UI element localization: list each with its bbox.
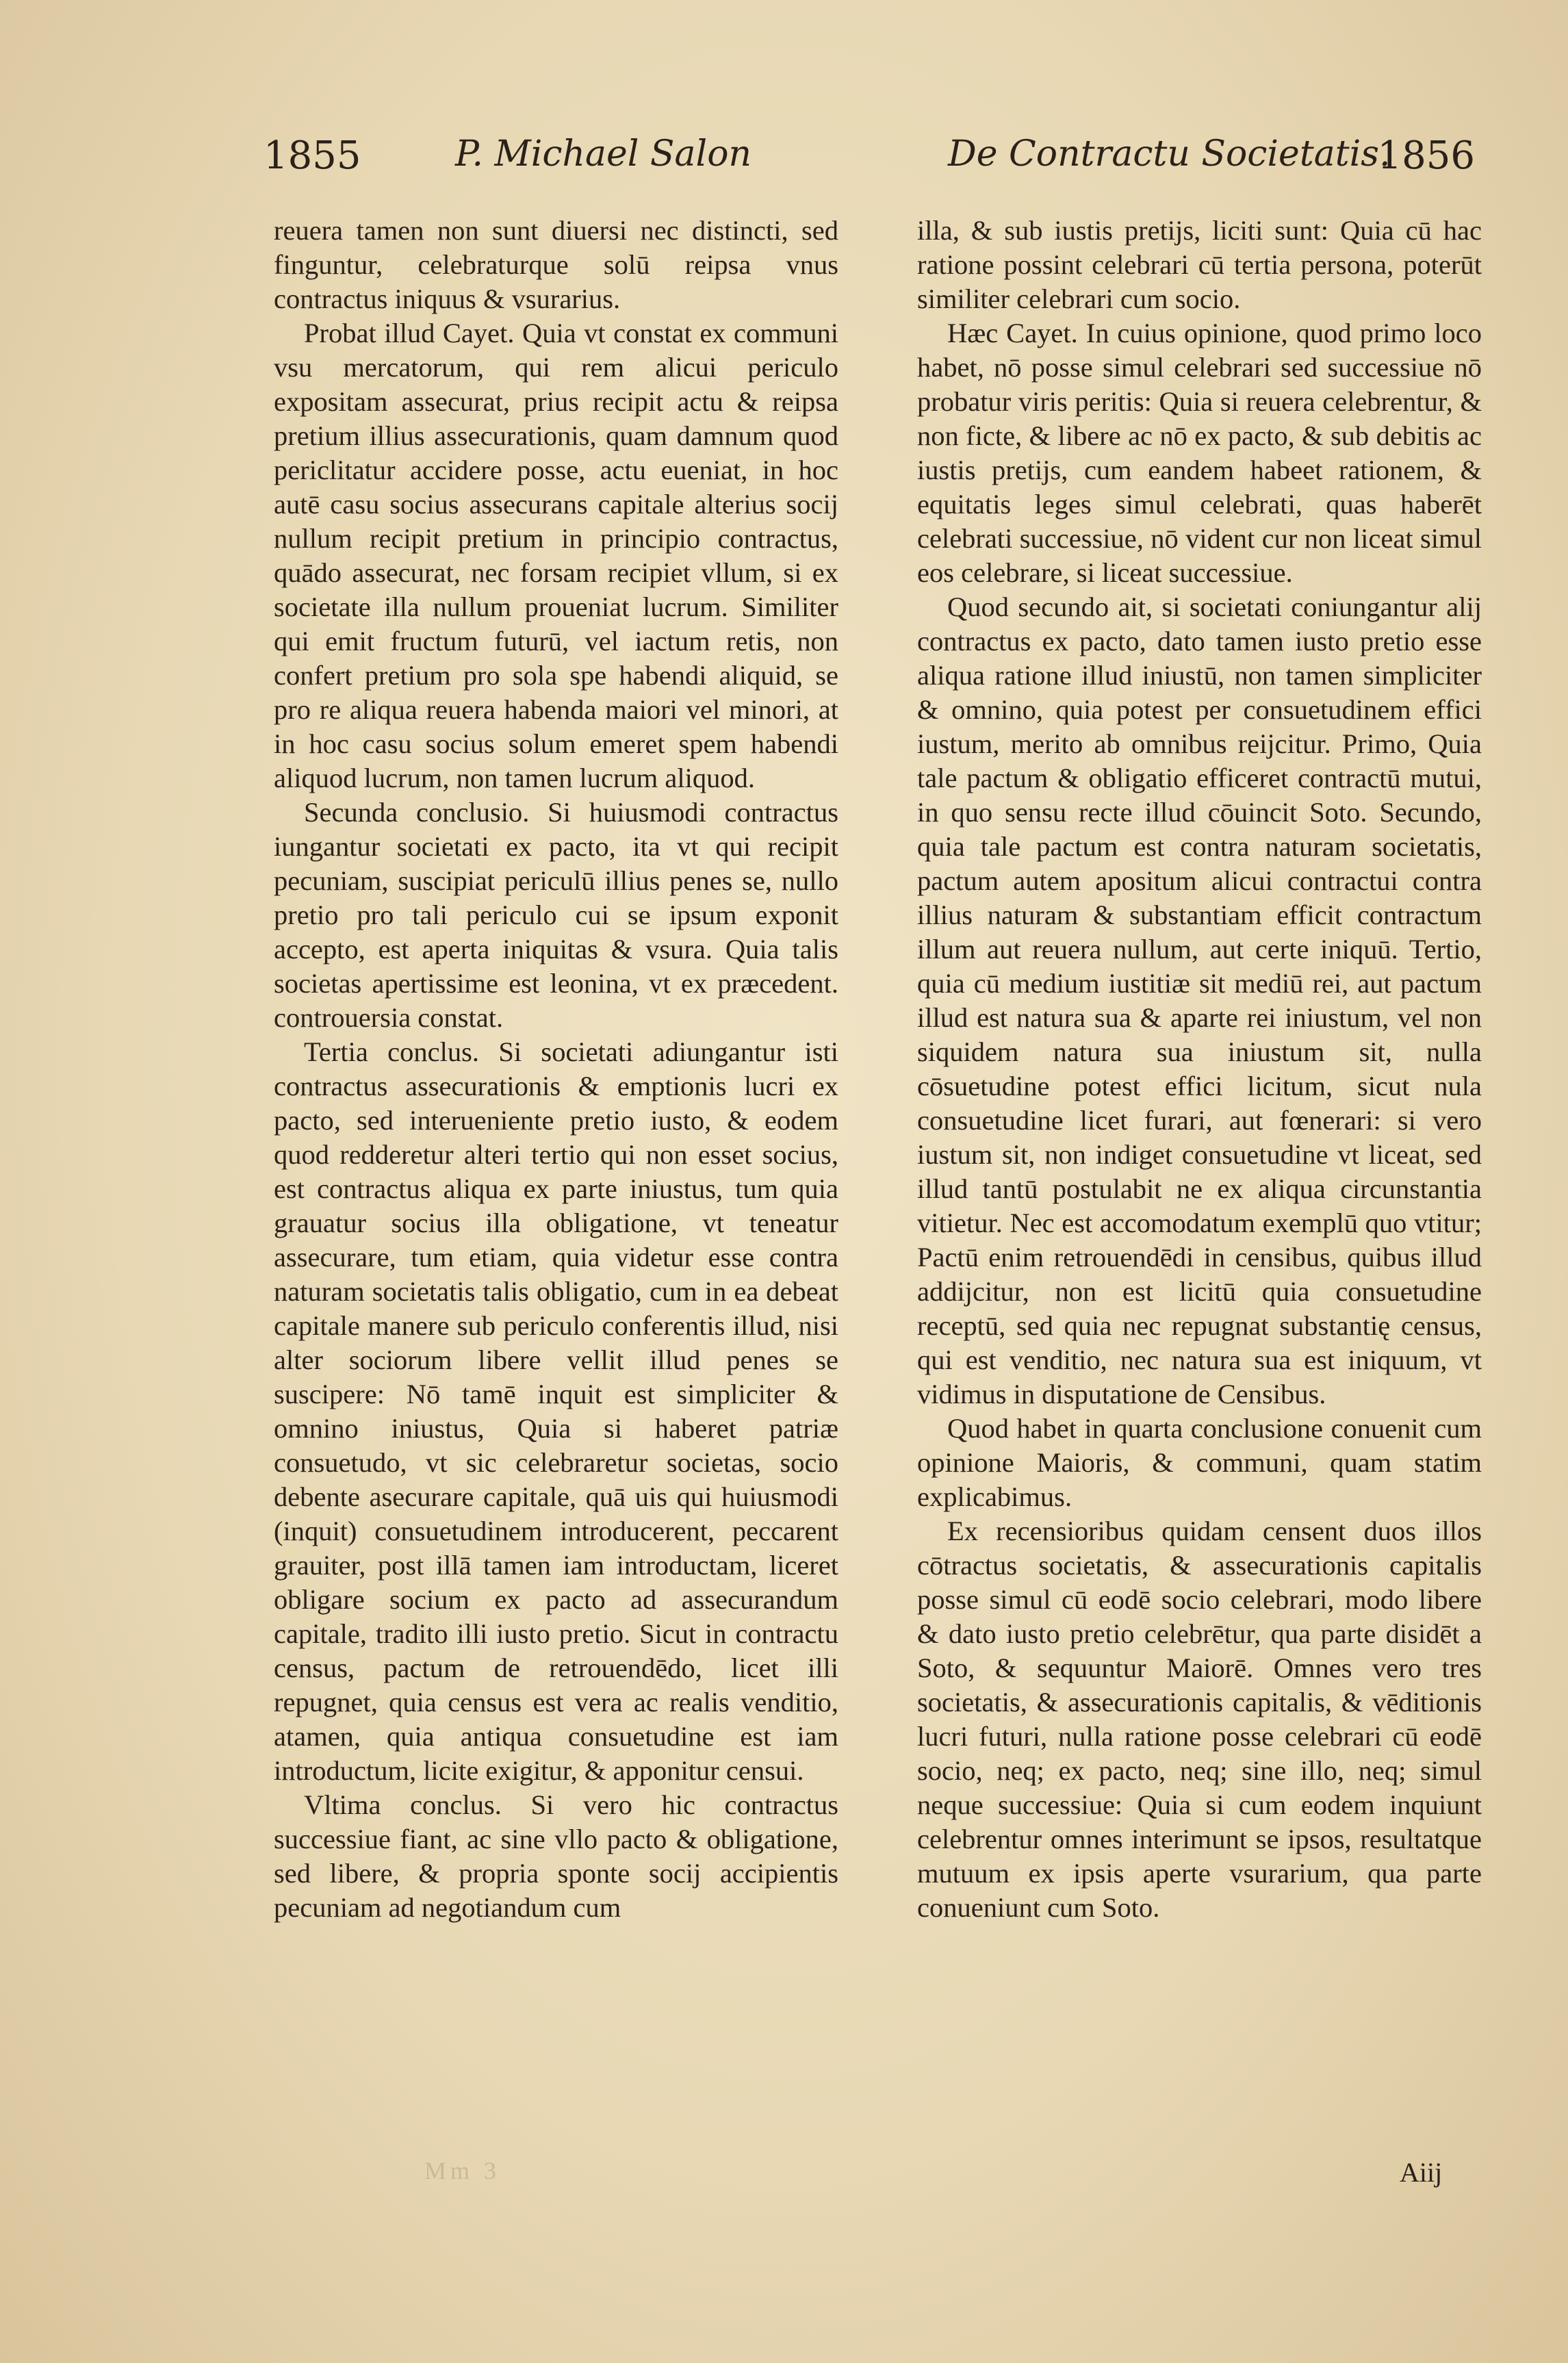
paragraph: Ex recensioribus quidam censent duos illos cōtractus societatis, & assecurationis capitalis posse simul cū eodē socio celebrari, modo libere & dato iusto pretio celebrētur, qua parte disidēt a Soto, & sequuntur Maiorē. Omnes vero tres societatis, & assecurationis capitalis, & vēditionis lucri futuri, nulla ratione posse celebrari cū eodē socio, neq; ex pacto, neq; sine illo, neq; simul neque successiue: Quia si cum eodem inquiunt celebrentur omnes interimunt se ipsos, resultatque mutuum ex ipsis aperte vsurarium, qua parte conueniunt cum Soto. xyxy=(917,1516,1482,1923)
left-column xyxy=(274,214,838,1925)
page-number-left: 1855 xyxy=(264,133,361,178)
paragraph: Probat illud Cayet. Quia vt constat ex communi vsu mercatorum, qui rem alicui periculo expositam assecurat, prius recipit actu & reipsa pretium illius assecurationis, quam damnum quod periclitatur accidere posse, actu eueniat, in hoc autē casu socius assecurans capitale alterius socij nullum recipit pretium in principio contractus, quādo assecurat, nec forsam recipiet vllum, si ex societate illa nullum proueniat lucrum. Similiter qui emit fructum futurū, vel iactum retis, non confert pretium pro sola spe habendi aliquid, se pro re aliqua reuera habenda maiori vel minori, at in hoc casu socius solum emeret spem habendi aliquod lucrum, non tamen lucrum aliquod. xyxy=(274,318,838,793)
paragraph: Secunda conclusio. Si huiusmodi contractus iungantur societati ex pacto, ita vt qui recipit pecuniam, suscipiat periculū illius penes se, nullo pretio pro tali periculo cui se ipsum exponit accepto, est aperta iniquitas & vsura. Quia talis societas apertissime est leonina, vt ex præcedent. controuersia constat. xyxy=(274,797,838,1033)
running-header xyxy=(264,133,1475,195)
catchword: Aiij xyxy=(1400,2157,1443,2188)
paragraph: Quod secundo ait, si societati coniungantur alij contractus ex pacto, dato tamen iusto pretio esse aliqua ratione illud iniustū, non tamen simpliciter & omnino, quia potest per consuetudinem effici iustum, merito ab omnibus reijcitur. Primo, Quia tale pactum & obligatio efficeret contractū mutui, in quo sensu recte illud cōuincit Soto. Secundo, quia tale pactum est contra naturam societatis, pactum autem apositum alicui contractui contra illius naturam & substantiam efficit contractum illum aut reuera nullum, aut certe iniquū. Tertio, quia cū medium iustitiæ sit mediū rei, aut pactum illud est natura sua & aparte rei iniustum, vel non siquidem natura sua iniustum sit, nulla cōsuetudine potest effici licitum, sicut nula consuetudine licet furari, aut fœnerari: si vero iustum sit, non indiget consuetudine vt liceat, sed illud tantū postulabit ne ex aliqua circunstantia vitietur. Nec est accomodatum exemplū quo vtitur; Pactū enim retrouendēdi in censibus, quibus illud addijcitur, non est licitū quia consuetudine receptū, sed quia nec repugnat substantię census, qui est venditio, nec natura sua est iniquum, vt vidimus in disputatione de Censibus. xyxy=(917,591,1482,1409)
paragraph: Hæc Cayet. In cuius opinione, quod primo loco habet, nō posse simul celebrari sed successiue nō probatur viris peritis: Quia si reuera celebrentur, & non ficte, & libere ac nō ex pacto, & sub debitis ac iustis pretijs, cum eandem habeet rationem, & equitatis leges simul celebrati, quas haberēt celebrati successiue, nō vident cur non liceat simul eos celebrare, si liceat successiue. xyxy=(917,318,1482,588)
paragraph: reuera tamen non sunt diuersi nec distincti, sed finguntur, celebraturque solū reipsa vnus contractus iniquus & vsurarius. xyxy=(274,215,838,314)
paragraph: illa, & sub iustis pretijs, liciti sunt: Quia cū hac ratione possint celebrari cū tertia persona, poterūt similiter celebrari cum socio. xyxy=(917,215,1482,314)
paragraph: Tertia conclus. Si societati adiungantur isti contractus assecurationis & emptionis lucri ex pacto, sed interueniente pretio iusto, & eodem quod redderetur alteri tertio qui non esset socius, est contractus aliqua ex parte iniustus, tum quia grauatur socius illa obligatione, vt teneatur assecurare, tum etiam, quia videtur esse contra naturam societatis talis obligatio, cum in ea debeat capitale manere sub periculo conferentis illud, nisi alter sociorum libere vellit illud penes se suscipere: Nō tamē inquit est simpliciter & omnino iniustus, Quia si haberet patriæ consuetudo, vt sic celebraretur societas, socio debente asecurare capitale, quā uis qui huiusmodi (inquit) consuetudinem introducerent, peccarent grauiter, post illā tamen iam introductam, liceret obligare socium ex pacto ad assecurandum capitale, tradito illi iusto pretio. Sicut in contractu census, pactum de retrouendēdo, licet illi repugnet, quia census est vera ac realis venditio, atamen, quia antiqua consuetudine est iam introductum, licite exigitur, & apponitur censui. xyxy=(274,1036,838,1786)
paragraph: Quod habet in quarta conclusione conuenit cum opinione Maioris, & communi, quam statim explicabimus. xyxy=(917,1413,1482,1512)
right-column xyxy=(917,214,1482,1925)
running-title-left: P. Michael Salon xyxy=(455,133,751,175)
page-number-right: 1856 xyxy=(1377,133,1475,178)
running-title-right: De Contractu Societatis. xyxy=(948,133,1391,175)
paragraph: Vltima conclus. Si vero hic contractus successiue fiant, ac sine vllo pacto & obligatione, sed libere, & propria sponte socij accipientis pecuniam ad negotiandum cum xyxy=(274,1789,838,1923)
signature-mark: Mm 3 xyxy=(424,2157,501,2184)
